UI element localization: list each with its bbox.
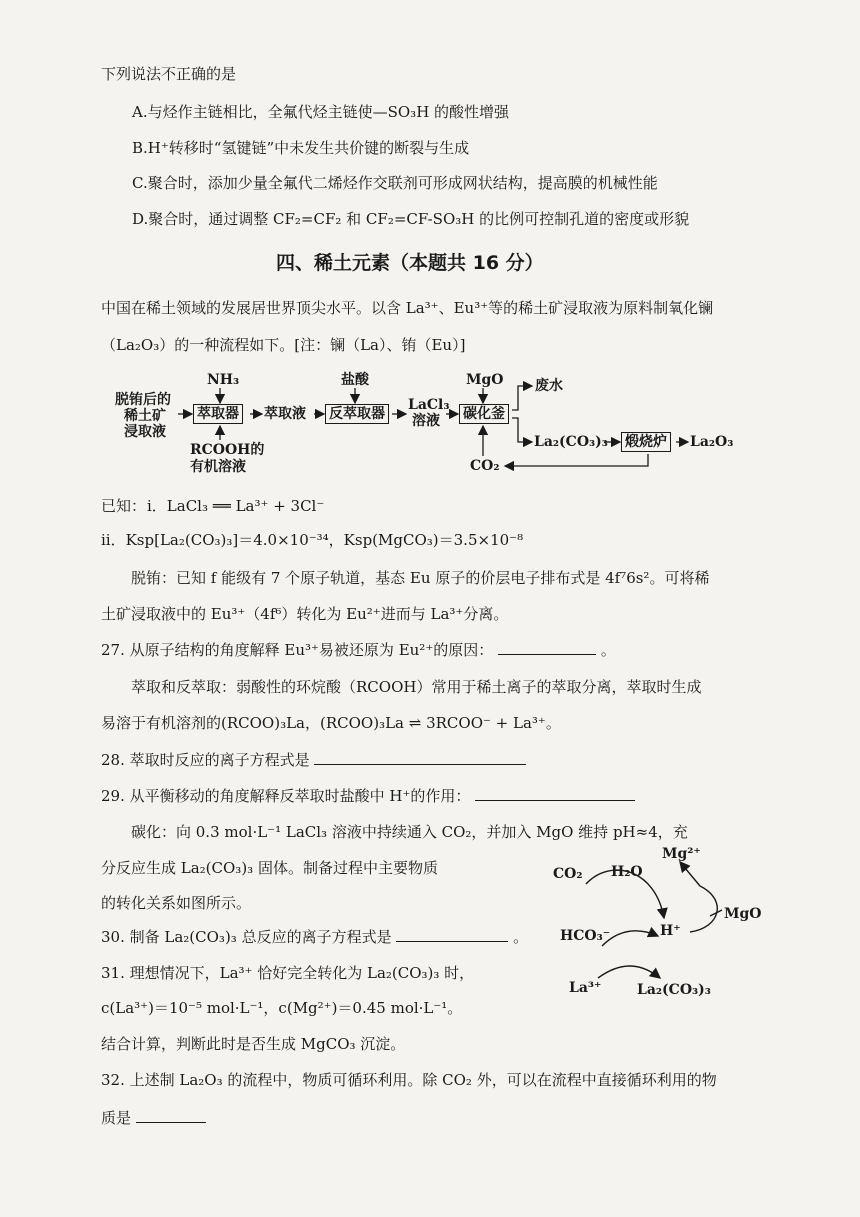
flow-furnace-box: 煅烧炉 [621,432,671,452]
question-31-line-1: 31. 理想情况下，La³⁺ 恰好完全转化为 La₂(CO₃)₃ 时， [101,964,475,982]
carbonization-3: 的转化关系如图所示。 [101,894,252,912]
flow-lacl3-label-1: LaCl₃ [408,397,450,413]
question-31-line-3: 结合计算，判断此时是否生成 MgCO₃ 沉淀。 [101,1035,406,1053]
flow-lacl3-label-2: 溶液 [412,413,440,429]
known-ii: ⅱ．Ksp[La₂(CO₃)₃]＝4.0×10⁻³⁴，Ksp(MgCO₃)＝3.5×10⁻⁸ [101,531,524,549]
flow-nh3: NH₃ [207,372,240,388]
question-30-end: 。 [513,928,529,946]
flow-carbonizer-box: 碳化釜 [459,404,509,424]
flow-feed-label-3: 浸取液 [124,424,166,440]
option-d: D.聚合时，通过调整 CF₂=CF₂ 和 CF₂=CF-SO₃H 的比例可控制孔道的密度或形貌 [132,210,690,228]
cycle-la2co3: La₂(CO₃)₃ [637,982,711,998]
cycle-co2: CO₂ [553,866,583,882]
intro-line-1: 中国在稀土领域的发展居世界顶尖水平。以含 La³⁺、Eu³⁺等的稀土矿浸取液为原料制氧化镧 [101,299,714,317]
known-i: ⅰ．LaCl₃ ══ La³⁺ + 3Cl⁻ [147,497,325,515]
europium-removal-2: 土矿浸取液中的 Eu³⁺（4f⁶）转化为 Eu²⁺进而与 La³⁺分离。 [101,605,509,623]
question-29-text: 29. 从平衡移动的角度解释反萃取时盐酸中 H⁺的作用： [101,787,471,805]
flow-extract-liquid: 萃取液 [264,406,306,422]
flow-back-extractor-box: 反萃取器 [325,404,389,424]
cycle-hplus: H⁺ [660,923,681,939]
flow-la2o3: La₂O₃ [690,434,734,450]
flow-hcl: 盐酸 [341,372,369,388]
europium-removal-1: 脱铕：已知 f 能级有 7 个原子轨道，基态 Eu 原子的价层电子排布式是 4f⁷6s²。可将稀 [131,569,710,587]
cycle-la3plus: La³⁺ [569,980,602,996]
option-c: C.聚合时，添加少量全氟代二烯烃作交联剂可形成网状结构，提高膜的机械性能 [132,174,658,192]
question-30-text: 30. 制备 La₂(CO₃)₃ 总反应的离子方程式是 [101,928,392,946]
question-32-line-1: 32. 上述制 La₂O₃ 的流程中，物质可循环利用。除 CO₂ 外，可以在流程中直接循环利用的物 [101,1071,717,1089]
flow-rcooh-label-1: RCOOH的 [190,442,265,458]
option-b: B.H⁺转移时“氢键链”中未发生共价键的断裂与生成 [132,139,470,157]
question-27-end: 。 [600,641,616,659]
flow-waste-water: 废水 [535,378,563,394]
cycle-hco3: HCO₃⁻ [560,928,611,944]
cycle-mgo: MgO [724,906,762,922]
extraction-1: 萃取和反萃取：弱酸性的环烷酸（RCOOH）常用于稀土离子的萃取分离，萃取时生成 [131,678,702,696]
question-stem: 下列说法不正确的是 [101,65,237,83]
extraction-2: 易溶于有机溶剂的(RCOO)₃La，(RCOO)₃La ⇌ 3RCOO⁻ + La³⁺。 [101,714,561,732]
flow-co2: CO₂ [470,458,500,474]
question-31-line-2: c(La³⁺)＝10⁻⁵ mol·L⁻¹，c(Mg²⁺)＝0.45 mol·L⁻¹。 [101,999,463,1017]
cycle-mg2plus: Mg²⁺ [662,846,701,862]
option-a: A.与烃作主链相比，全氟代烃主链使—SO₃H 的酸性增强 [132,103,510,121]
carbonization-2: 分反应生成 La₂(CO₃)₃ 固体。制备过程中主要物质 [101,859,438,877]
flow-extractor-box: 萃取器 [193,404,243,424]
question-27-text: 27. 从原子结构的角度解释 Eu³⁺易被还原为 Eu²⁺的原因： [101,641,494,659]
known-label: 已知： [101,497,147,515]
section-title: 四、稀土元素（本题共 16 分） [276,252,544,274]
flow-mgo: MgO [466,372,504,388]
question-32-text: 质是 [101,1109,132,1127]
flow-feed-label-1: 脱铕后的 [115,392,171,408]
flow-la2co3: La₂(CO₃)₃ [534,434,608,450]
intro-line-2: （La₂O₃）的一种流程如下。[注：镧（La）、铕（Eu）] [101,336,466,354]
question-28-text: 28. 萃取时反应的离子方程式是 [101,751,310,769]
flow-rcooh-label-2: 有机溶液 [190,459,246,475]
flow-feed-label-2: 稀土矿 [124,408,166,424]
carbonization-1: 碳化：向 0.3 mol·L⁻¹ LaCl₃ 溶液中持续通入 CO₂，并加入 MgO 维持 pH≈4，充 [131,823,688,841]
cycle-h2o: H₂O [611,864,643,880]
